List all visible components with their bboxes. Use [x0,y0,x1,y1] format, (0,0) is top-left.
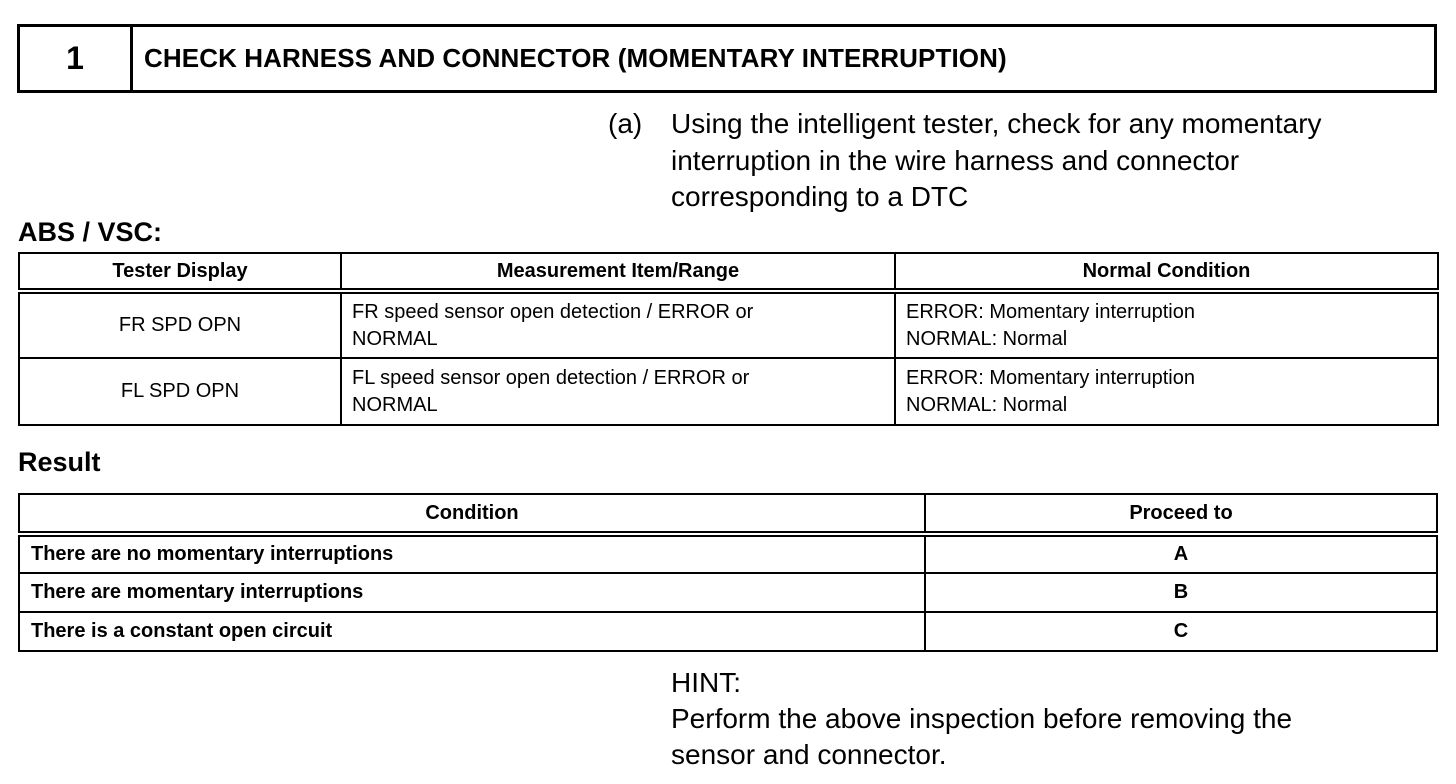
instruction [608,106,1408,216]
condition-cell: There are momentary interruptions [19,573,925,612]
normal-condition-text: ERROR: Momentary interruption NORMAL: Normal [906,300,1195,350]
table-row [19,358,1438,425]
header-proceed-to: Proceed to [925,494,1437,534]
measurement-cell [341,291,895,358]
step-header [17,24,1437,93]
proceed-cell: B [925,573,1437,612]
normal-condition-text: ERROR: Momentary interruption NORMAL: Normal [906,366,1195,416]
result-title: Result [18,447,101,477]
table-header-row [19,253,1438,291]
proceed-cell: C [925,612,1437,651]
proceed-cell: A [925,534,1437,573]
tester-display-cell: FR SPD OPN [19,291,341,358]
normal-condition-cell [895,291,1438,358]
header-normal-condition: Normal Condition [895,253,1438,291]
measurement-cell [341,358,895,425]
abs-vsc-title: ABS / VSC: [18,217,163,247]
instruction-text: Using the intelligent tester, check for any momentary interruption in the wire harness and connector corresponding to a DTC [671,108,1322,212]
header-condition: Condition [19,494,925,534]
result-table [18,493,1438,652]
hint-text: Perform the above inspection before removing the sensor and connector. [671,703,1293,770]
hint [671,665,1431,773]
table-row [19,534,1437,573]
abs-vsc-table [18,252,1439,426]
step-title: CHECK HARNESS AND CONNECTOR (MOMENTARY INTERRUPTION) [144,43,1007,73]
tester-display-cell: FL SPD OPN [19,358,341,425]
header-measurement: Measurement Item/Range [341,253,895,291]
condition-cell: There is a constant open circuit [19,612,925,651]
table-row [19,612,1437,651]
table-row [19,573,1437,612]
step-number: 1 [20,27,133,90]
hint-label: HINT: [671,667,741,698]
normal-condition-cell [895,358,1438,425]
table-header-row [19,494,1437,534]
header-tester-display: Tester Display [19,253,341,291]
condition-cell: There are no momentary interruptions [19,534,925,573]
table-row [19,291,1438,358]
measurement-text: FR speed sensor open detection / ERROR or NORMAL [352,300,754,350]
measurement-text: FL speed sensor open detection / ERROR or NORMAL [352,366,750,416]
instruction-marker: (a) [608,108,643,139]
